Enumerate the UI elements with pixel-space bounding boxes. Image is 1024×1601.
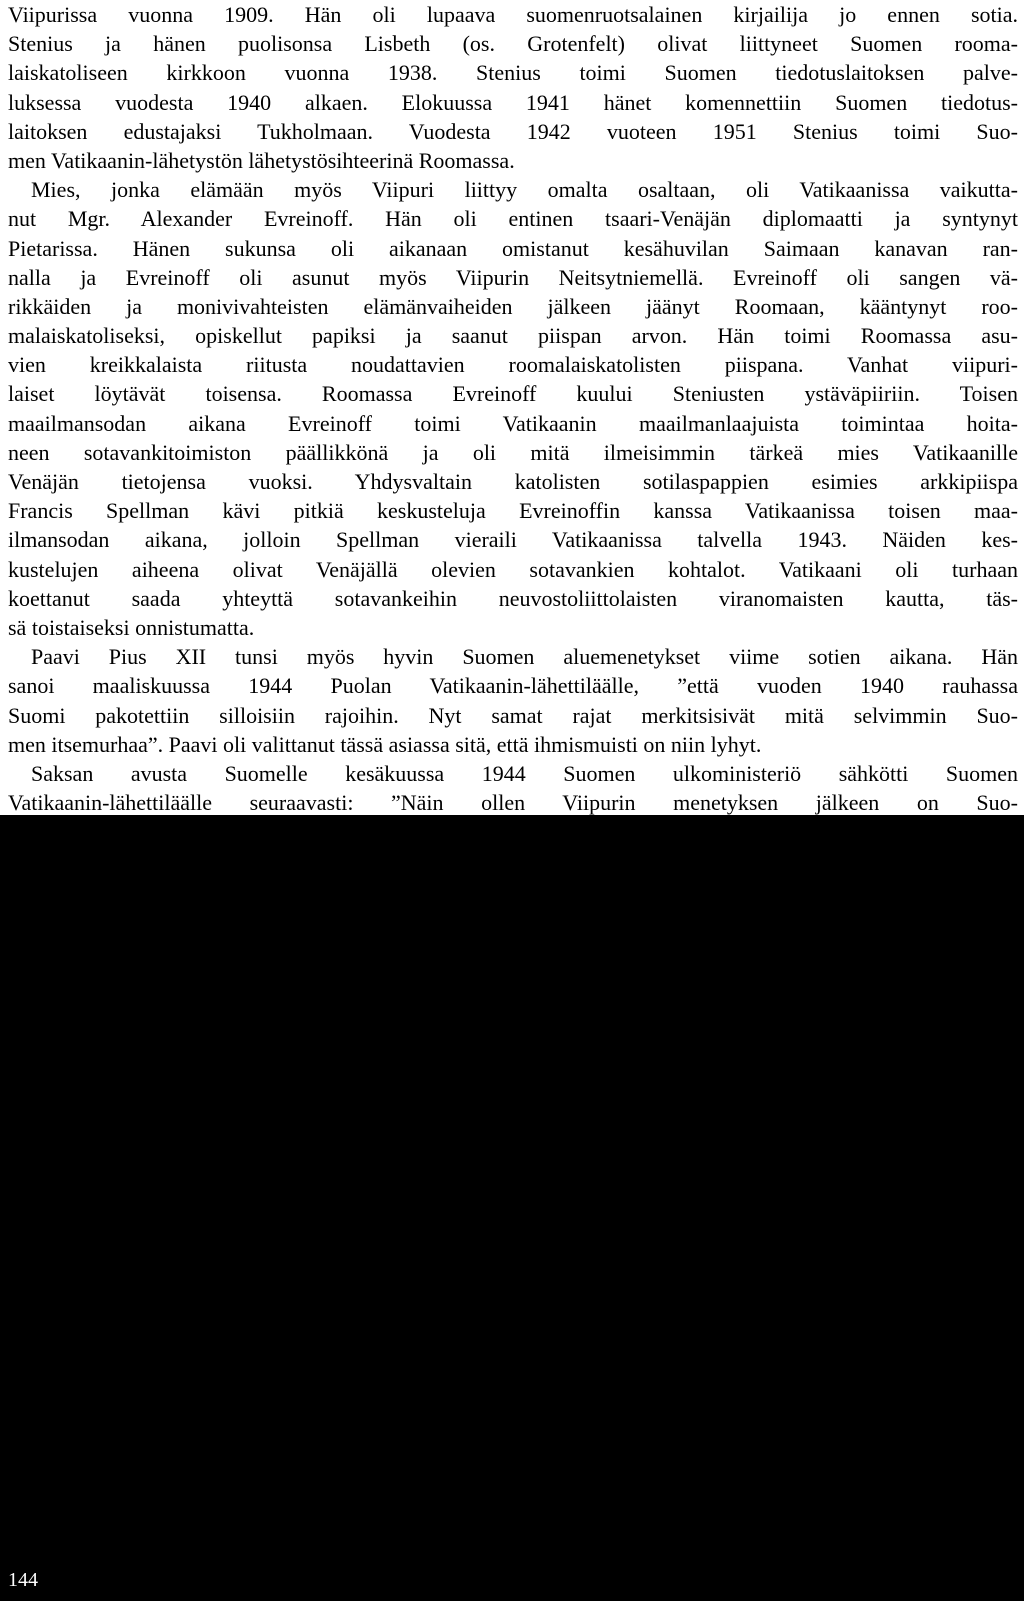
page-number: 144 — [8, 1569, 38, 1591]
text-line: Pietarissa. Hänen sukunsa oli aikanaan omistanut kesähuvilan Saimaan kanavan ran- — [8, 235, 1018, 261]
text-line: luksessa vuodesta 1940 alkaen. Elokuussa 1941 hänet komennettiin Suomen tiedotus- — [8, 89, 1018, 115]
text-line: sanoi maaliskuussa 1944 Puolan Vatikaanin-lähettiläälle, ”että vuoden 1940 rauhassa — [8, 673, 1018, 699]
text-line: Välirauhan aikana venäläiset olivat käyttäneet kirkkoa teatterina ja rakentaneet sen kuo- — [8, 906, 1018, 932]
text-line: nut Mgr. Alexander Evreinoff. Hän oli entinen tsaari-Venäjän diplomaatti ja syntynyt — [8, 206, 1018, 232]
text-line: ilmansodan aikana, jolloin Spellman vieraili Vatikaanissa talvella 1943. Näiden kes- — [8, 527, 1018, 553]
text-line: neen sotavankitoimiston päällikkönä ja oli mitä ilmeisimmin tärkeä mies Vatikaanille — [8, 439, 1018, 465]
body-text — [8, 0, 1018, 1022]
text-line: Suomi pakotettiin silloisiin rajoihin. Nyt samat rajat merkitsisivät mitä selvimmin Suo- — [8, 702, 1018, 728]
text-line: laiskatoliseen kirkkoon vuonna 1938. Stenius toimi Suomen tiedotuslaitoksen palve- — [8, 60, 1018, 86]
text-line: sä toistaiseksi onnistumatta. — [8, 614, 255, 640]
text-line: Francis Spellman kävi pitkiä keskusteluja Evreinoffin kanssa Vatikaanissa toisen maa- — [8, 498, 1018, 524]
text-line: rikkäiden ja monivivahteisten elämänvaiheiden jälkeen jäänyt Roomaan, kääntynyt roo- — [8, 293, 1018, 319]
text-line: men Vatikaanin-lähetystön lähetystösihteerinä Roomassa. — [8, 147, 515, 173]
text-line: Mies, jonka elämään myös Viipuri liittyy omalta osaltaan, oli Vatikaanissa vaikutta- — [31, 177, 1018, 203]
text-line: maailmansodan aikana Evreinoff toimi Vatikaanin maailmanlaajuista toimintaa hoita- — [8, 410, 1018, 436]
text-line: mea uhkaamassa valtiollinen ja kansallinen elämäntuho, joten apu on välttämätöntä ja — [8, 819, 1018, 845]
text-line: nalla ja Evreinoff oli asunut myös Viipurin Neitsytniemellä. Evreinoff oli sangen vä- — [8, 264, 1018, 290]
text-line: kustelujen aiheena olivat Venäjällä olevien sotavankien kohtalot. Vatikaani oli turhaan — [8, 556, 1018, 582]
text-line: Viipurissa oleva Pyhän Hyacintuksen kirkko säilyi talvisodassa suhteellisen ehjänä. — [31, 877, 1018, 903]
text-line: laiset löytävät toisensa. Roomassa Evreinoff kuului Steniusten ystäväpiiriin. Toisen — [8, 381, 1018, 407]
text-line: laitoksen edustajaksi Tukholmaan. Vuodesta 1942 vuoteen 1951 Stenius toimi Suo- — [8, 118, 1018, 144]
text-line: Viipurissa vuonna 1909. Hän oli lupaava suomenruotsalainen kirjailija jo ennen sotia. — [8, 2, 1018, 27]
text-line: malaiskatoliseksi, opiskellut papiksi ja saanut piispan arvon. Hän toimi Roomassa asu- — [8, 323, 1018, 349]
text-line: riin näyttämön. Kirkko säilyi myös jatkosodan aikana ilman suurempia vaurioita säi- — [8, 936, 1018, 961]
text-line: Vatikaanin-lähettiläälle seuraavasti: ”Näin ollen Viipurin menetyksen jälkeen on Suo- — [8, 790, 1018, 816]
text-line: men itsemurhaa”. Paavi oli valittanut tässä asiassa sitä, että ihmismuisti on niin lyhyt. — [8, 731, 762, 757]
text-line: kään lasten taidekouluna. — [8, 994, 231, 1020]
text-line: se on otettava mistä se on saatavissa.” — [8, 848, 343, 874]
text-line: vien kreikkalaista riitusta noudattavien roomalaiskatolisten piispana. Vanhat viipuri- — [8, 352, 1018, 378]
text-line: Stenius ja hänen puolisonsa Lisbeth (os. Grotenfelt) olivat liittyneet Suomen rooma- — [8, 31, 1018, 57]
text-line: lyttäen ulkoisen asunsa. Sodan jälkeen kirkkoa on käytetty eri tarkoituksiin, mm. pit- — [8, 965, 1018, 991]
text-line: Paavi Pius XII tunsi myös hyvin Suomen aluemenetykset viime sotien aikana. Hän — [31, 644, 1018, 670]
text-line: koettanut saada yhteyttä sotavankeihin neuvostoliittolaisten viranomaisten kautta, täs- — [8, 585, 1018, 611]
text-line: Saksan avusta Suomelle kesäkuussa 1944 Suomen ulkoministeriö sähkötti Suomen — [31, 760, 1018, 786]
text-line: Venäjän tietojensa vuoksi. Yhdysvaltain katolisten sotilaspappien esimies arkkipiispa — [8, 469, 1018, 494]
